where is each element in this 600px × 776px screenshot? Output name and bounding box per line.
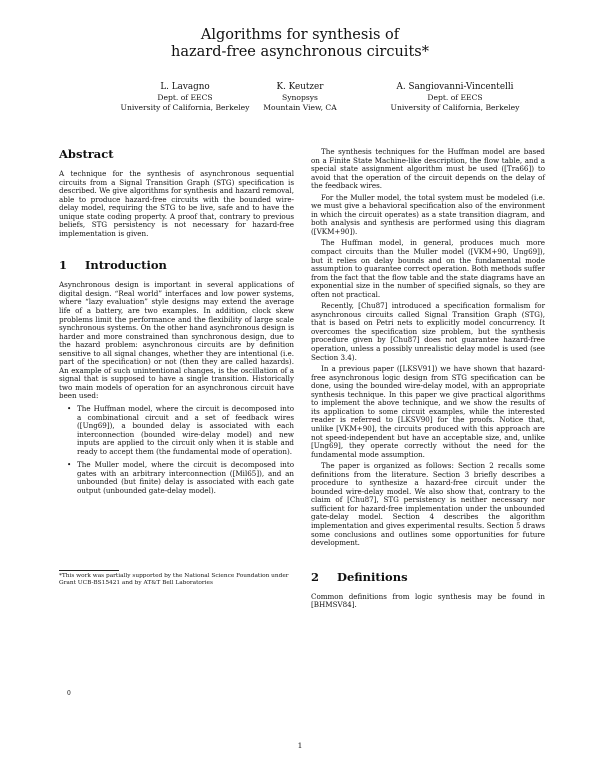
section-number: 2 [311,569,320,584]
list-item: • The Muller model, where the circuit is decomposed into gates with an arbitrary interconnection ([Mil65]), and an unbounded (but finite) delay is associated with each gate output (unbounded gate-delay model). [77,461,294,495]
section-title: Introduction [85,258,167,273]
abstract-text: A technique for the synthesis of asynchronous sequential circuits from a Signal Transition Graph (STG) specification is described. We give algorithms for synthesis and hazard removal, able to produce hazard-free circuits with the bounded wire-delay model, requiring the STG to be live, safe and to have the unique state coding property. A proof that, contrary to previous beliefs, STG persistency is not necessary for hazard-free implementation is given. [59,169,294,238]
author-institution: Mountain View, CA [263,102,337,112]
paragraph: The paper is organized as follows: Section 2 recalls some definitions from the literature. Section 3 briefly describes a procedure to synthesize a hazard-free circuit under the bounded wire-delay model. We also show that, contrary to the claim of [Chu87], STG persistency is neither necessary nor sufficient for hazard-free implementation under the unbounded gate-delay model. Section 4 describes the algorithm implementation and gives experimental results. Section 5 draws some conclusions and outlines some opportunities for future development. [311,461,545,548]
footnote: *This work was partially supported by the National Science Foundation under Grant UCB-BS15421 and by AT&T Bell Laboratories [59,573,289,587]
abstract-heading: Abstract [59,147,114,161]
author-affiliation: Dept. of EECS [157,93,213,102]
definitions-paragraph: Common definitions from logic synthesis may be found in [BHMSV84]. [311,591,545,610]
author-affiliation: Synopsys [282,93,318,102]
intro-paragraph-1: Asynchronous design is important in several applications of digital design. “Real world” interfaces and low power systems, where “lazy evaluation” style designs may extend the average life of a battery, are two examples. In addition, clock skew problems limit the performance and the flexibility of large scale synchronous systems. On the other hand asynchronous design is harder and more constrained than synchronous design, due to the hazard problem: asynchronous circuits are by definition sensitive to all signal changes, whether they are intentional (i.e. part of the specification) or not (then they are called hazards). An example of such unintentional changes, is the oscillation of a signal that is supposed to have a single transition. Historically two main models of operation for an asynchronous circuit have been used: [59,280,294,401]
footnote-rule [59,570,119,571]
author-institution: University of California, Berkeley [120,102,250,112]
paragraph: For the Muller model, the total system must be modeled (i.e. we must give a behavioral specification also of the environment in which the circuit operates) as a state transition diagram, and both analysis and synthesis are performed using this diagram ([VKM+90]). [311,192,545,236]
paragraph: The synthesis techniques for the Huffman model are based on a Finite State Machine-like description, the flow table, and a special state assignment algorithm must be used ([Tra66]) to avoid that the operation of the circuit depends on the delay of the feedback wires. [311,147,545,191]
section-number: 1 [59,258,68,273]
model-list [59,405,294,495]
author-name: A. Sangiovanni-Vincentelli [396,82,514,92]
paragraph: The Huffman model, in general, produces much more compact circuits than the Muller model ([VKM+90, Ung69]), but it relies on delay bounds and on the fundamental mode assumption to guarantee correct operation. Both methods suffer from the fact that the flow table and the state diagrams have an exponential size in the number of specified signals, so they are often not practical. [311,238,545,299]
page-number: 1 [297,741,303,750]
list-item: • The Huffman model, where the circuit is decomposed into a combinational circuit and a set of feedback wires ([Ung69]), a bounded delay is associated with each interconnection (bounded wire-delay model) and new inputs are applied to the circuit only when it is stable and ready to accept them (the fundamental mode of operation). [77,405,294,456]
section-title: Definitions [337,569,408,584]
title-line-1: Algorithms for synthesis of [200,27,400,43]
author-name: K. Keutzer [276,82,324,92]
author-3 [355,82,555,112]
author-name: L. Lavagno [160,82,210,92]
paragraph: In a previous paper ([LKSV91]) we have shown that hazard-free asynchronous logic design from STG specification can be done, using the bounded wire-delay model, with an appropriate synthesis technique. In this paper we give practical algorithms to implement the above technique, and we show the results of its application to some circuit examples, while the interested reader is referred to [LKSV90] for the proofs. Notice that, unlike [VKM+90], the circuits produced with this approach are not speed-independent but have an acceptable size, and, unlike [Ung69], they operate correctly without the need for the fundamental mode assumption. [311,364,545,459]
page-mark: 0 [67,690,71,697]
author-2 [250,82,350,112]
author-institution: University of California, Berkeley [390,102,520,112]
title-line-2: hazard-free asynchronous circuits* [171,44,429,60]
section-2-heading [311,570,545,584]
section-1-heading [59,258,294,272]
author-1 [110,82,260,112]
left-column [59,147,294,501]
paragraph: Recently, [Chu87] introduced a specification formalism for asynchronous circuits called Signal Transition Graph (STG), that is based on Petri nets to explicitly model concurrency. It overcomes the specification size problem, but the synthesis procedure given by [Chu87] does not guarantee hazard-free operation, unless a possibly unrealistic delay model is used (see Section 3.4). [311,301,545,362]
right-column [311,148,545,613]
author-affiliation: Dept. of EECS [427,93,483,102]
paper-title [0,27,600,61]
